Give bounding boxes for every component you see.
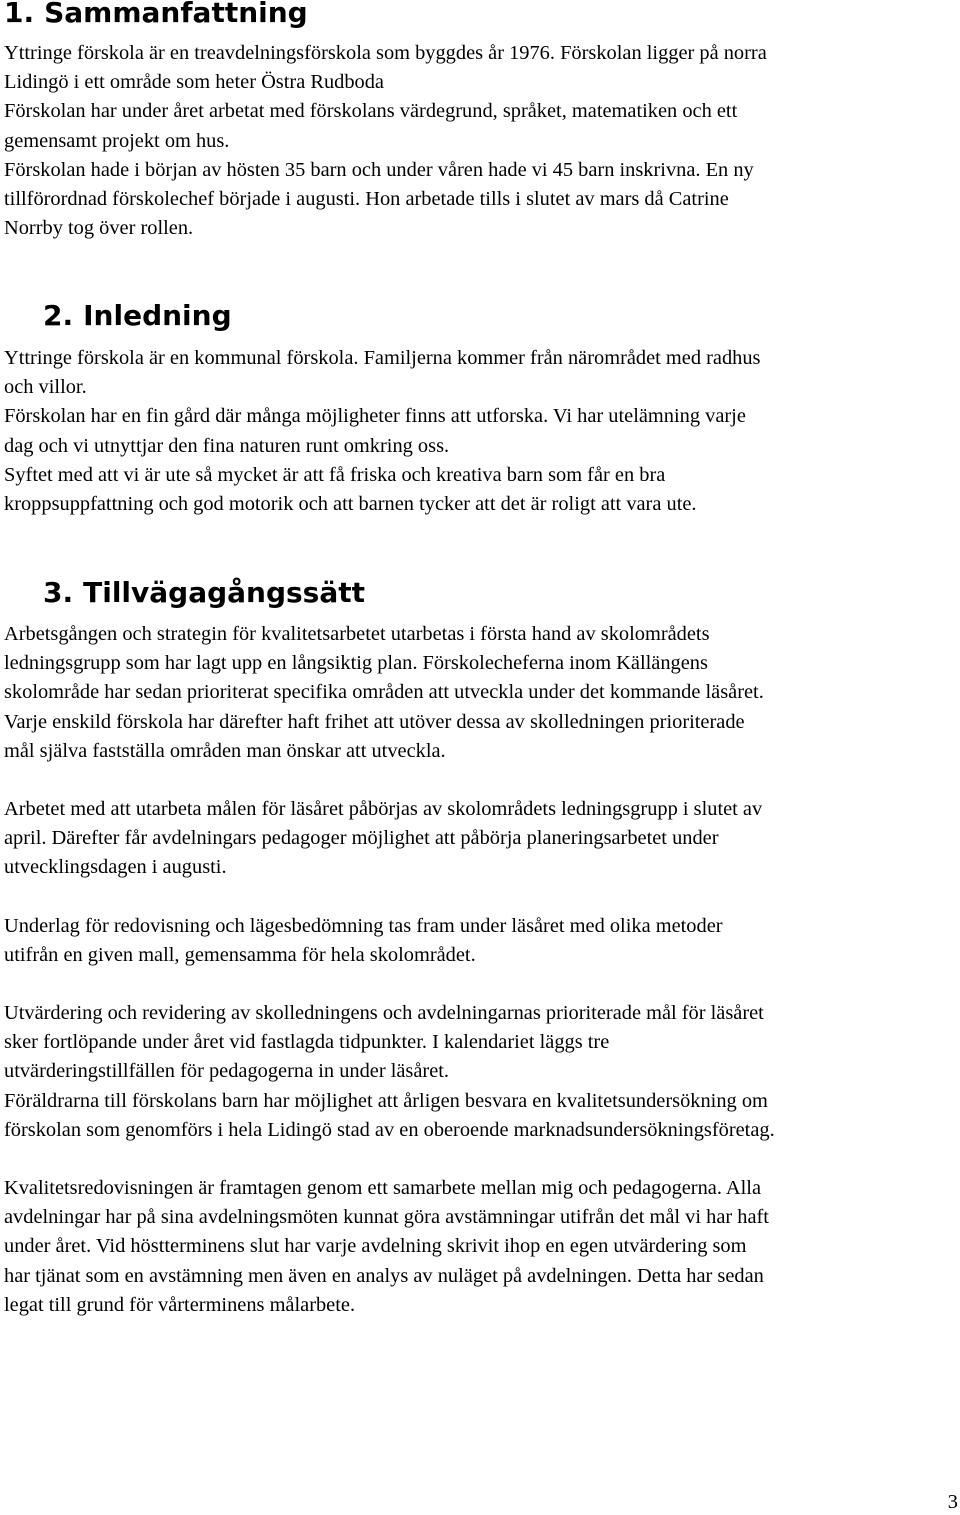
- section-number: 3.: [43, 576, 74, 609]
- section-body-sammanfattning: [4, 39, 960, 243]
- paragraph-spacer: [4, 766, 960, 795]
- text-line: Förskolan har under året arbetat med förskolans värdegrund, språket, matematiken och ett: [4, 100, 738, 123]
- section-number: 2.: [43, 299, 74, 332]
- text-line: Kvalitetsredovisningen är framtagen genom ett samarbete mellan mig och pedagogerna. Alla: [4, 1177, 762, 1200]
- text-line: legat till grund för vårterminens målarbete.: [4, 1293, 356, 1316]
- text-line: Lidingö i ett område som heter Östra Rudboda: [4, 71, 384, 94]
- section-title: Tillvägagångssätt: [83, 576, 366, 609]
- text-line: Arbetet med att utarbeta målen för läsåret påbörjas av skolområdets ledningsgrupp i slutet av: [4, 798, 763, 821]
- text-line: utvärderingstillfällen för pedagogerna in under läsåret.: [4, 1060, 450, 1083]
- text-line: avdelningar har på sina avdelningsmöten kunnat göra avstämningar utifrån det mål vi har haft: [4, 1206, 769, 1229]
- paragraph: [4, 39, 960, 243]
- text-line: tillförordnad förskolechef började i augusti. Hon arbetade tills i slutet av mars då Catrine: [4, 188, 729, 211]
- section-title: Inledning: [83, 299, 232, 332]
- paragraph: [4, 620, 960, 766]
- text-line: Underlag för redovisning och lägesbedömning tas fram under läsåret med olika metoder: [4, 914, 723, 937]
- paragraph: [4, 999, 960, 1145]
- text-line: sker fortlöpande under året vid fastlagda tidpunkter. I kalendariet läggs tre: [4, 1031, 610, 1054]
- paragraph-spacer: [4, 970, 960, 999]
- paragraph-spacer: [4, 1145, 960, 1174]
- text-line: Förskolan har en fin gård där många möjligheter finns att utforska. Vi har utelämning varje: [4, 405, 746, 428]
- text-line: Varje enskild förskola har därefter haft frihet att utöver dessa av skolledningen prioriterade: [4, 710, 745, 733]
- text-line: Syftet med att vi är ute så mycket är att få friska och kreativa barn som får en bra: [4, 463, 666, 486]
- section-body-inledning: [4, 344, 960, 519]
- paragraph: [4, 1174, 960, 1320]
- section-heading-tillvagagangssatt: [43, 576, 365, 610]
- text-line: Föräldrarna till förskolans barn har möjlighet att årligen besvara en kvalitetsundersökning om: [4, 1089, 768, 1112]
- text-line: Yttringe förskola är en treavdelningsförskola som byggdes år 1976. Förskolan ligger på norra: [4, 42, 767, 64]
- section-number: 1.: [4, 0, 35, 29]
- text-line: Arbetsgången och strategin för kvalitetsarbetet utarbetas i första hand av skolområdets: [4, 623, 710, 645]
- text-line: Utvärdering och revidering av skolledningens och avdelningarnas prioriterade mål för läsåret: [4, 1002, 764, 1025]
- paragraph-spacer: [4, 883, 960, 912]
- text-line: har tjänat som en avstämning men även en analys av nuläget på avdelningen. Detta har sedan: [4, 1264, 764, 1287]
- text-line: Yttringe förskola är en kommunal förskola. Familjerna kommer från närområdet med radhus: [4, 347, 761, 369]
- text-line: dag och vi utnyttjar den fina naturen runt omkring oss.: [4, 434, 450, 457]
- section-title: Sammanfattning: [44, 0, 308, 29]
- page-number: 3: [947, 1491, 958, 1513]
- text-line: gemensamt projekt om hus.: [4, 129, 230, 152]
- text-line: skolområde har sedan prioriterat specifika områden att utveckla under det kommande läsåret.: [4, 681, 764, 704]
- text-line: under året. Vid höstterminens slut har varje avdelning skrivit ihop en egen utvärdering som: [4, 1235, 747, 1258]
- text-line: april. Därefter får avdelningars pedagoger möjlighet att påbörja planeringsarbetet under: [4, 827, 719, 850]
- text-line: ledningsgrupp som har lagt upp en långsiktig plan. Förskolecheferna inom Källängens: [4, 652, 708, 675]
- paragraph: [4, 912, 960, 970]
- section-heading-sammanfattning: [4, 0, 308, 30]
- text-line: och villor.: [4, 376, 87, 399]
- section-heading-inledning: [43, 299, 232, 333]
- text-line: Norrby tog över rollen.: [4, 217, 194, 240]
- paragraph: [4, 795, 960, 883]
- text-line: mål själva fastställa områden man önskar att utveckla.: [4, 739, 446, 762]
- text-line: kroppsuppfattning och god motorik och att barnen tycker att det är roligt att vara ute.: [4, 493, 697, 516]
- section-body-tillvagagangssatt: [4, 620, 960, 1320]
- text-line: utifrån en given mall, gemensamma för hela skolområdet.: [4, 943, 476, 966]
- paragraph: [4, 344, 960, 519]
- text-line: Förskolan hade i början av hösten 35 barn och under våren hade vi 45 barn inskrivna. En ny: [4, 158, 754, 181]
- text-line: utvecklingsdagen i augusti.: [4, 856, 227, 879]
- text-line: förskolan som genomförs i hela Lidingö stad av en oberoende marknadsundersökningsföretag.: [4, 1118, 775, 1141]
